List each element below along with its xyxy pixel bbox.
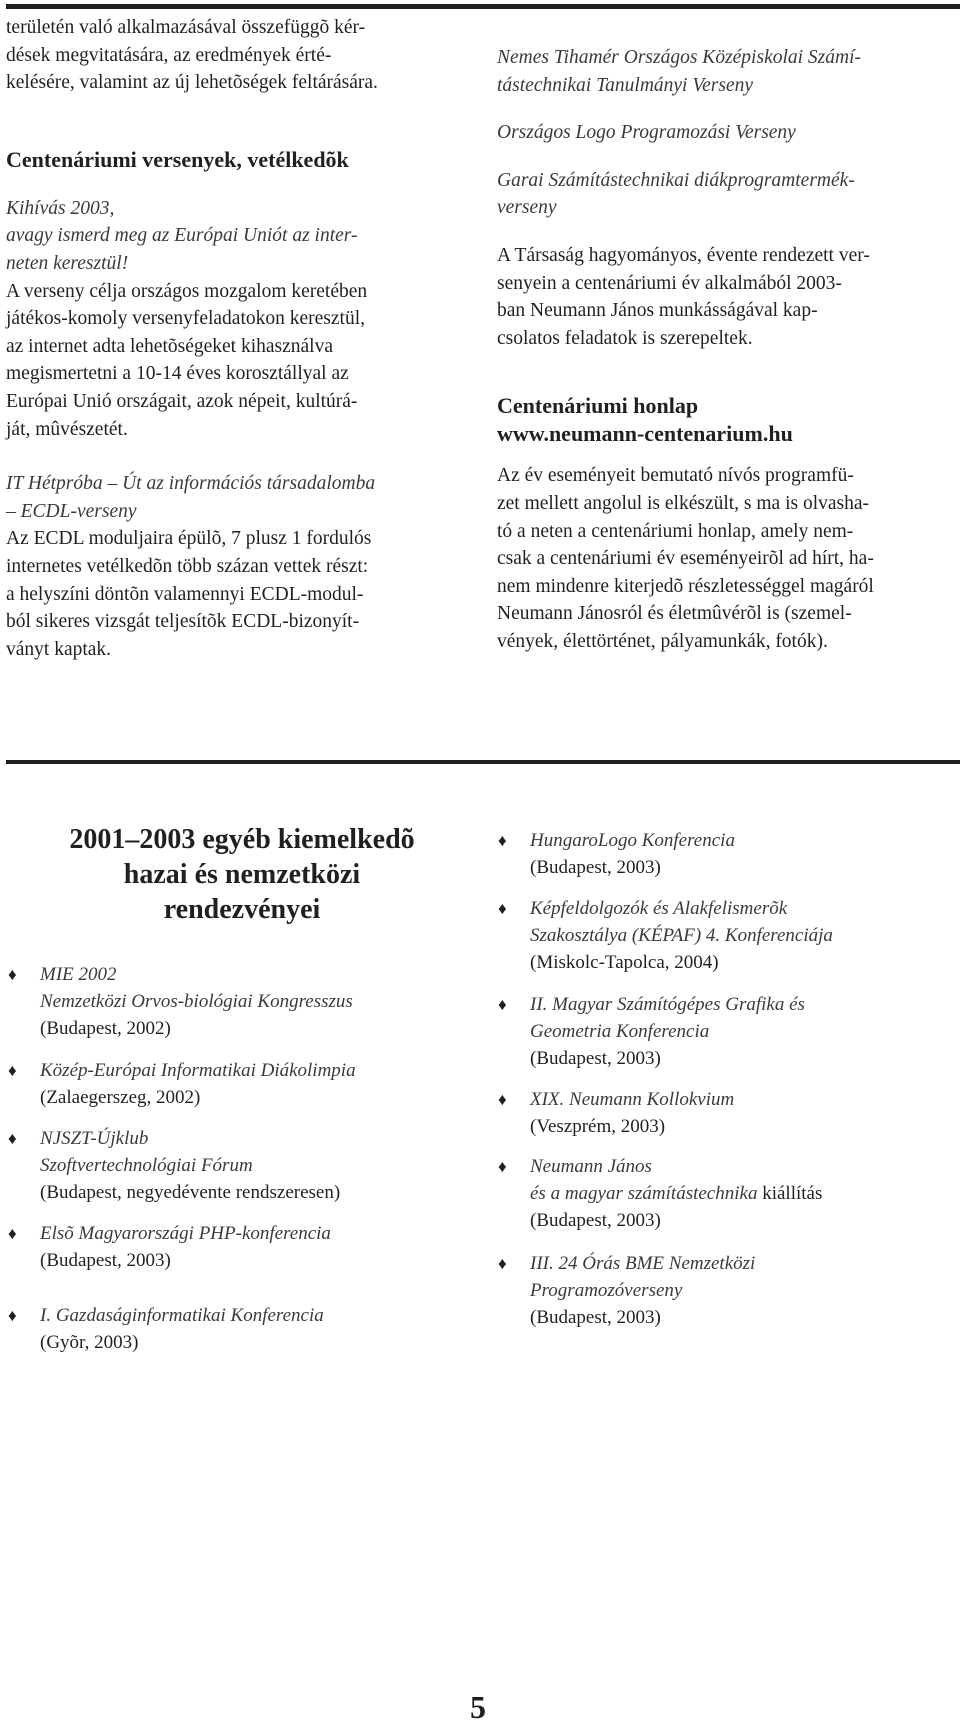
text-line: Neumann Jánosról és életmûvérõl is (szemel- <box>497 603 852 625</box>
it-hetproba-title <box>6 470 464 525</box>
event-name: III. 24 Órás BME Nemzetközi <box>530 1253 756 1274</box>
honlap-heading: Centenáriumi honlap <box>497 393 699 419</box>
title-line: hazai és nemzetközi <box>123 859 361 890</box>
event-name: Nemzetközi Orvos-biológiai Kongresszus <box>40 991 353 1012</box>
diamond-bullet-icon: ♦ <box>8 1129 17 1148</box>
diamond-bullet-icon: ♦ <box>8 1061 17 1080</box>
page-number: 5 <box>470 1689 486 1725</box>
diamond-bullet-icon: ♦ <box>498 1157 507 1176</box>
event-name: és a magyar számítástechnika <box>530 1183 758 1204</box>
event-name: Képfeldolgozók és Alakfelismerõk <box>530 898 788 919</box>
text-line: tástechnikai Tanulmányi Verseny <box>497 74 753 96</box>
top-rule <box>6 4 960 9</box>
event-name: Szoftvertechnológiai Fórum <box>40 1155 253 1176</box>
text-line: játékos-komoly versenyfeladatokon keresztül, <box>6 308 366 330</box>
event-item <box>498 1153 958 1234</box>
text-line: Kihívás 2003, <box>6 197 115 219</box>
text-line: senyein a centenáriumi év alkalmából 2003- <box>497 272 842 294</box>
event-place: (Budapest, 2003) <box>530 1048 661 1069</box>
event-item <box>498 991 958 1072</box>
text-line: Európai Unió országait, azok népeit, kultúrá- <box>6 390 358 412</box>
event-item <box>498 1250 958 1331</box>
event-name: MIE 2002 <box>40 964 117 985</box>
event-name-line <box>530 1180 958 1207</box>
event-place: (Budapest, 2002) <box>40 1018 171 1039</box>
garai-title <box>497 167 957 222</box>
event-name: NJSZT-Újklub <box>40 1128 149 1149</box>
event-item <box>8 1125 468 1206</box>
event-item <box>498 1086 958 1140</box>
text-line: csak a centenáriumi év eseményeirõl ad hírt, ha- <box>497 548 874 570</box>
event-name: Neumann János <box>530 1156 652 1177</box>
kihivas-title <box>6 195 464 278</box>
event-place: (Budapest, 2003) <box>530 857 661 878</box>
diamond-bullet-icon: ♦ <box>498 1090 507 1109</box>
text-line: IT Hétpróba – Út az információs társadalomba <box>6 473 376 495</box>
tarsasag-paragraph <box>497 242 957 352</box>
text-line: kelésére, valamint az új lehetõségek feltárására. <box>6 72 378 94</box>
event-item <box>498 827 958 881</box>
diamond-bullet-icon: ♦ <box>8 1224 17 1243</box>
text-line: az internet adta lehetõségeket kihasználva <box>6 335 334 357</box>
intro-paragraph <box>6 14 464 97</box>
text-line: vények, élettörténet, pályamunkák, fotók). <box>497 630 828 652</box>
event-place: (Budapest, negyedévente rendszeresen) <box>40 1182 341 1203</box>
text-line: megismertetni a 10-14 éves korosztállyal az <box>6 363 349 385</box>
text-line: nem mindenre kiterjedõ részletességgel magáról <box>497 575 874 597</box>
competitions-heading: Centenáriumi versenyek, vetélkedõk <box>6 146 349 172</box>
text-line: Nemes Tihamér Országos Középiskolai Számí- <box>497 47 862 68</box>
diamond-bullet-icon: ♦ <box>498 899 507 918</box>
event-place: (Budapest, 2003) <box>530 1307 661 1328</box>
left-column <box>6 14 464 663</box>
event-place: (Miskolc-Tapolca, 2004) <box>530 952 719 973</box>
text-line: zet mellett angolul is elkészült, s ma is olvasha- <box>497 492 870 514</box>
event-item <box>8 1220 468 1274</box>
diamond-bullet-icon: ♦ <box>8 1306 17 1325</box>
diamond-bullet-icon: ♦ <box>8 965 17 984</box>
event-item <box>8 1302 468 1356</box>
events-section-title <box>22 822 462 927</box>
section-divider <box>6 760 960 764</box>
right-column <box>497 44 957 656</box>
nemes-tihamer-title <box>497 44 957 99</box>
event-name: HungaroLogo Konferencia <box>530 830 735 851</box>
event-name-suffix: kiállítás <box>762 1183 823 1204</box>
text-line: neten keresztül! <box>6 252 129 274</box>
event-name: Programozóverseny <box>530 1280 683 1301</box>
event-place: (Veszprém, 2003) <box>530 1116 666 1137</box>
text-line: ját, mûvészetét. <box>6 418 128 440</box>
title-line: rendezvényei <box>163 894 321 925</box>
event-name: Közép-Európai Informatikai Diákolimpia <box>40 1060 356 1081</box>
event-item <box>498 895 958 976</box>
text-line: avagy ismerd meg az Európai Uniót az inter- <box>6 225 358 247</box>
logo-competition-title: Országos Logo Programozási Verseny <box>497 122 796 144</box>
event-name: I. Gazdaságinformatikai Konferencia <box>40 1305 324 1326</box>
text-line: területén való alkalmazásával összefüggõ kér- <box>6 17 366 38</box>
it-hetproba-body <box>6 525 464 663</box>
diamond-bullet-icon: ♦ <box>498 1254 507 1273</box>
title-line: 2001–2003 egyéb kiemelkedõ <box>69 824 415 855</box>
text-line: a helyszíni döntõn valamennyi ECDL-modul- <box>6 583 364 605</box>
text-line: Garai Számítástechnikai diákprogramtermék- <box>497 169 855 191</box>
event-name: Elsõ Magyarországi PHP-konferencia <box>40 1223 331 1244</box>
event-name: II. Magyar Számítógépes Grafika és <box>530 994 805 1015</box>
diamond-bullet-icon: ♦ <box>498 995 507 1014</box>
diamond-bullet-icon: ♦ <box>498 831 507 850</box>
text-line: tó a neten a centenáriumi honlap, amely nem- <box>497 520 854 542</box>
event-name: Szakosztálya (KÉPAF) 4. Konferenciája <box>530 925 833 946</box>
kihivas-body <box>6 278 464 444</box>
event-place: (Budapest, 2003) <box>530 1210 661 1231</box>
event-name: Geometria Konferencia <box>530 1021 710 1042</box>
text-line: verseny <box>497 197 557 219</box>
text-line: ban Neumann János munkásságával kap- <box>497 300 818 322</box>
text-line: ványt kaptak. <box>6 638 112 660</box>
event-name: XIX. Neumann Kollokvium <box>530 1089 735 1110</box>
text-line: – ECDL-verseny <box>6 500 137 522</box>
text-line: csolatos feladatok is szerepeltek. <box>497 327 753 349</box>
text-line: Az év eseményeit bemutató nívós programfü- <box>497 465 854 487</box>
event-place: (Gyõr, 2003) <box>40 1332 139 1353</box>
text-line: internetes vetélkedõn több százan vettek részt: <box>6 555 369 577</box>
text-line: ból sikeres vizsgát teljesítõk ECDL-bizonyít- <box>6 611 360 633</box>
text-line: A verseny célja országos mozgalom keretében <box>6 280 368 302</box>
text-line: Az ECDL moduljaira épülõ, 7 plusz 1 fordulós <box>6 528 372 550</box>
event-item <box>8 1057 468 1111</box>
text-line: dések megvitatására, az eredmények érté- <box>6 44 332 66</box>
event-place: (Budapest, 2003) <box>40 1250 171 1271</box>
event-place: (Zalaegerszeg, 2002) <box>40 1087 201 1108</box>
honlap-body <box>497 462 957 655</box>
event-item <box>8 961 468 1042</box>
honlap-url: www.neumann-centenarium.hu <box>497 421 793 447</box>
text-line: A Társaság hagyományos, évente rendezett ver- <box>497 244 870 266</box>
